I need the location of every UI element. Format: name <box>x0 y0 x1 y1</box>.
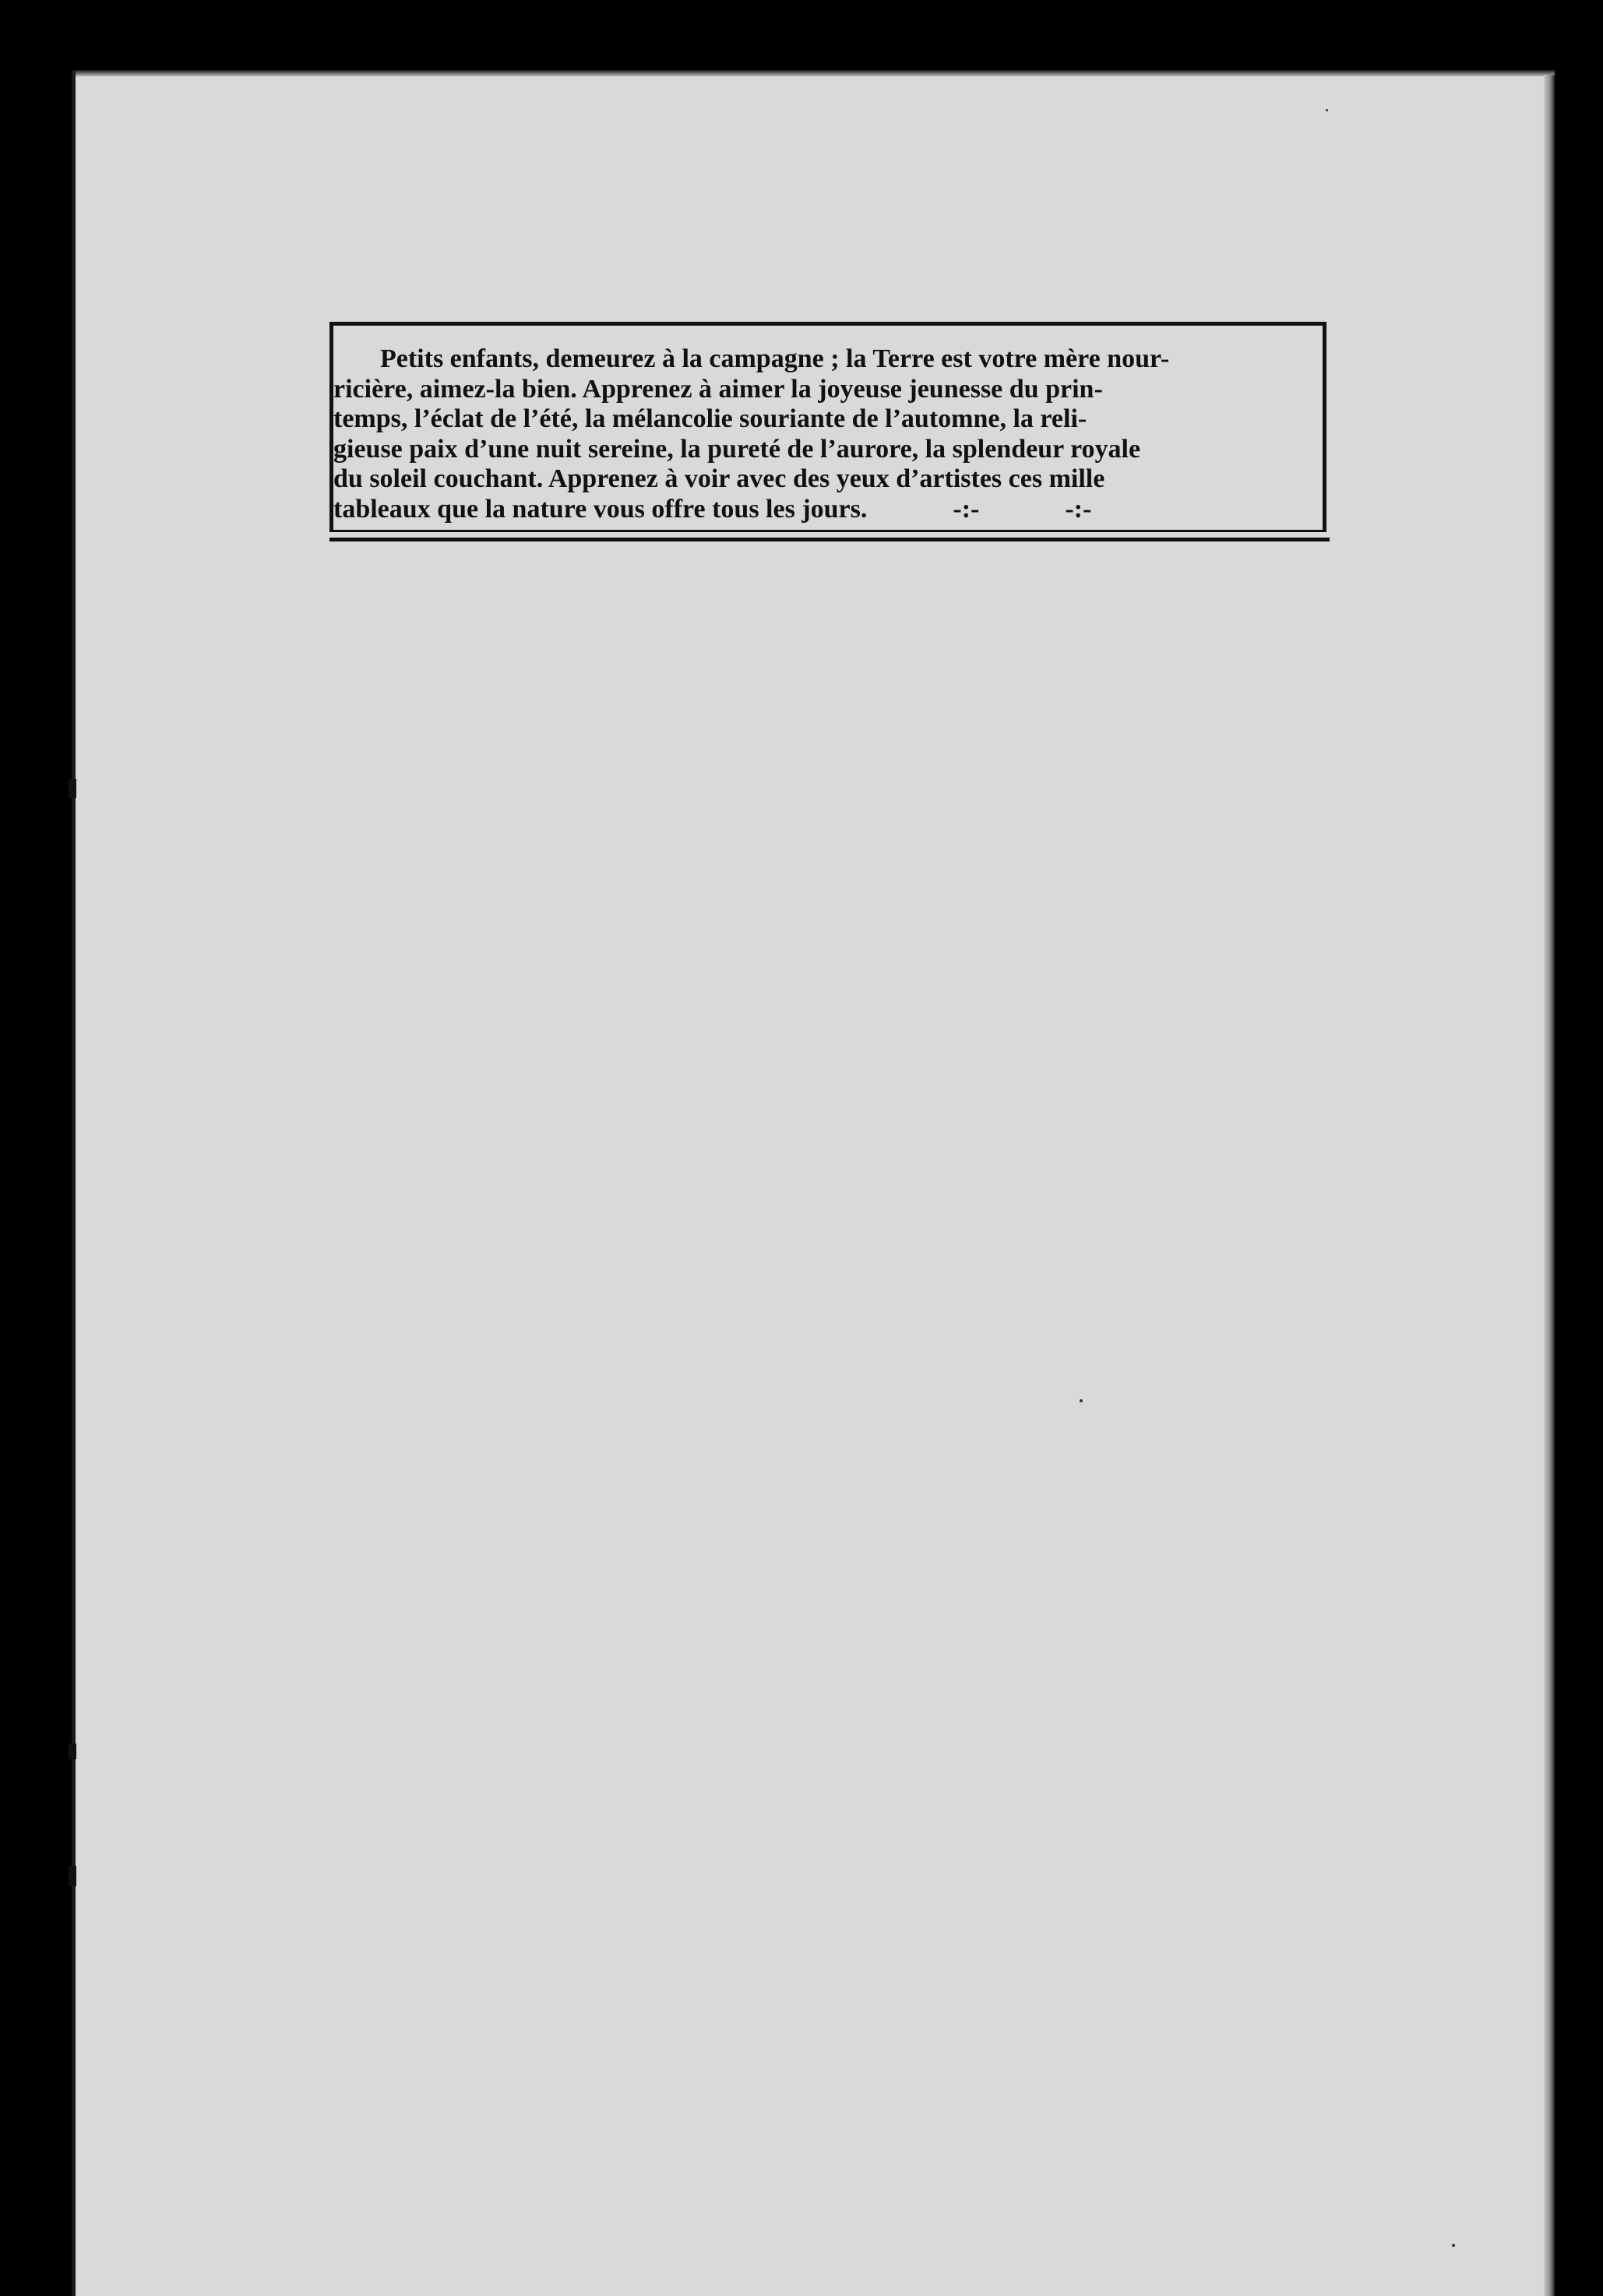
scan-speck <box>1080 1399 1083 1402</box>
paragraph <box>333 344 1312 524</box>
paragraph-line <box>333 404 1312 435</box>
binding-mark <box>69 779 76 798</box>
framed-text-box <box>329 322 1326 532</box>
scan-speck <box>1326 109 1328 111</box>
paragraph-line <box>380 344 1312 375</box>
ornament: -:- <box>1065 494 1092 524</box>
line-text: tableaux que la nature vous offre tous les jours. <box>333 494 868 524</box>
paragraph-line <box>333 435 1312 465</box>
line-text: gieuse paix d’une nuit sereine, la pureté de l’aurore, la splendeur royale <box>333 434 1141 464</box>
paragraph-line <box>333 495 1312 525</box>
line-text: temps, l’éclat de l’été, la mélancolie souriante de l’automne, la reli- <box>333 404 1087 433</box>
paragraph-line <box>333 375 1312 405</box>
binding-mark <box>69 1866 76 1886</box>
page-top-edge <box>73 70 1555 76</box>
binding-mark <box>69 1744 76 1759</box>
box-bottom-rule <box>329 538 1330 541</box>
scan-speck <box>1452 2244 1455 2247</box>
line-text: ricière, aimez-la bien. Apprenez à aimer la joyeuse jeunesse du prin- <box>333 374 1103 404</box>
line-text: Petits enfants, demeurez à la campagne ; la Terre est votre mère nour- <box>380 344 1170 373</box>
page-right-edge <box>1544 75 1555 2296</box>
ornament: -:- <box>953 494 980 524</box>
line-text: du soleil couchant. Apprenez à voir avec des yeux d’artistes ces mille <box>333 464 1105 493</box>
paragraph-line <box>333 464 1312 495</box>
binding-gutter <box>72 70 76 2296</box>
